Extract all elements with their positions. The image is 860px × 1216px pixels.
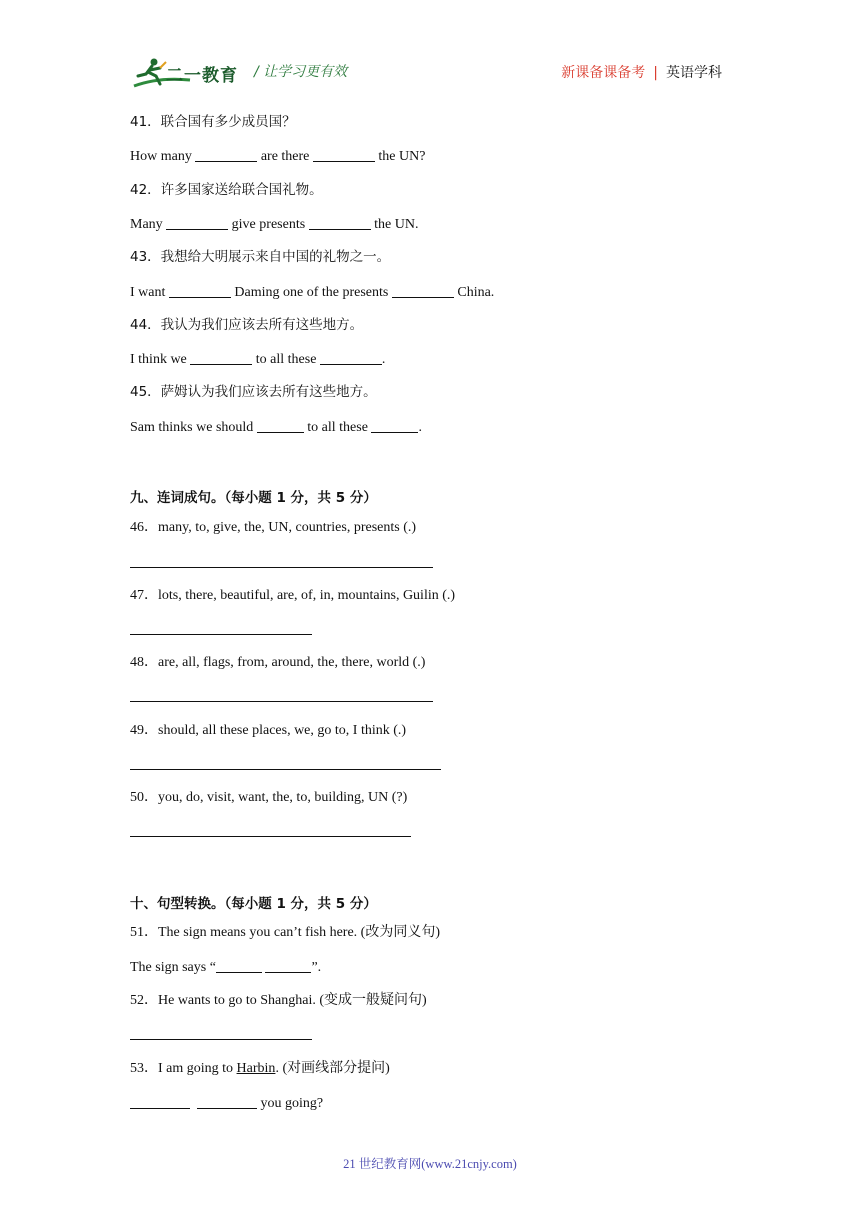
q41-blank-1[interactable] <box>195 147 257 162</box>
header-course-label: 新课备课备考 <box>561 65 646 81</box>
q52-prompt: 52．He wants to go to Shanghai. (变成一般疑问句) <box>130 993 427 1008</box>
q53-prompt: 53．I am going to Harbin. (对画线部分提问) <box>130 1061 390 1076</box>
page-header <box>0 0 860 105</box>
q53-answer: you going? <box>130 1094 323 1113</box>
q42-sentence: Many give presents the UN. <box>130 217 419 232</box>
q50-prompt: 50．you, do, visit, want, the, to, building, UN (?) <box>130 790 408 805</box>
q48-prompt: 48．are, all, flags, from, around, the, there, world (.) <box>130 655 426 670</box>
q41-sentence: How many are there the UN? <box>130 149 426 164</box>
logo-text: 二一教育 <box>166 66 238 86</box>
section-10-title: 十、句型转换。（每小题 1 分，共 5 分） <box>130 896 377 912</box>
q51-answer: The sign says “ ”. <box>130 960 322 975</box>
q44-blank-2[interactable] <box>320 350 382 365</box>
q46-answer-line[interactable] <box>130 567 433 568</box>
q42-chinese: 42．许多国家送给联合国礼物。 <box>130 182 323 198</box>
header-right <box>561 62 722 82</box>
header-slogan: / 让学习更有效 <box>254 64 348 80</box>
q43-chinese: 43．我想给大明展示来自中国的礼物之一。 <box>130 249 391 265</box>
header-subject-label: 英语学科 <box>666 65 722 81</box>
header-separator: | <box>653 65 658 81</box>
q47-prompt: 47．lots, there, beautiful, are, of, in, mountains, Guilin (.) <box>130 588 456 603</box>
q45-sentence: Sam thinks we should to all these . <box>130 420 422 435</box>
q51-blank-1[interactable] <box>216 958 262 973</box>
q51-prompt: 51．The sign means you can’t fish here. (改为同义句) <box>130 925 441 940</box>
q44-blank-1[interactable] <box>190 350 252 365</box>
q45-chinese: 45．萨姆认为我们应该去所有这些地方。 <box>130 384 377 400</box>
q50-answer-line[interactable] <box>130 836 411 837</box>
q45-blank-2[interactable] <box>371 418 418 433</box>
q48-answer-line[interactable] <box>130 701 433 702</box>
q46-prompt: 46．many, to, give, the, UN, countries, presents (.) <box>130 520 417 535</box>
q42-blank-1[interactable] <box>166 215 228 230</box>
q52-answer-line[interactable] <box>130 1039 312 1040</box>
q41-chinese: 41．联合国有多少成员国？ <box>130 114 296 130</box>
q43-sentence: I want Daming one of the presents China. <box>130 285 495 300</box>
q51-blank-2[interactable] <box>265 958 311 973</box>
q53-underlined-word: Harbin <box>236 1061 276 1076</box>
q45-blank-1[interactable] <box>257 418 304 433</box>
q43-blank-1[interactable] <box>169 283 231 298</box>
q47-answer-line[interactable] <box>130 634 312 635</box>
q53-blank-1[interactable] <box>130 1094 190 1109</box>
page-footer[interactable]: 21 世纪教育网(www.21cnjy.com) <box>343 1157 517 1171</box>
section-9-title: 九、连词成句。（每小题 1 分，共 5 分） <box>130 490 377 506</box>
q49-answer-line[interactable] <box>130 769 441 770</box>
q41-blank-2[interactable] <box>313 147 375 162</box>
q49-prompt: 49．should, all these places, we, go to, I think (.) <box>130 723 407 738</box>
q42-blank-2[interactable] <box>309 215 371 230</box>
q43-blank-2[interactable] <box>392 283 454 298</box>
q44-sentence: I think we to all these . <box>130 352 386 367</box>
q44-chinese: 44．我认为我们应该去所有这些地方。 <box>130 317 364 333</box>
q53-blank-2[interactable] <box>197 1094 257 1109</box>
